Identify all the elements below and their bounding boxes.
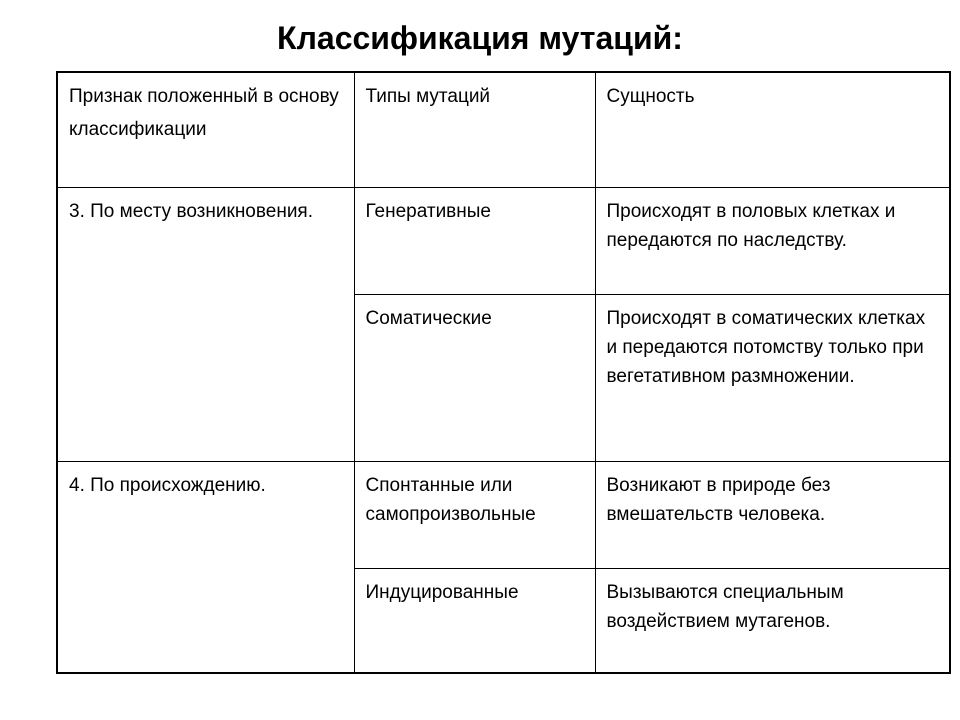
header-essence-cell: Сущность bbox=[595, 72, 950, 188]
essence-cell: Происходят в половых клетках и передаются по наследству. bbox=[595, 188, 950, 295]
criterion-cell: 4. По происхождению. bbox=[57, 462, 354, 674]
table-row bbox=[57, 188, 950, 295]
essence-cell: Происходят в соматических клетках и передаются потомству только при вегетативном размножении. bbox=[595, 295, 950, 462]
mutation-type-cell: Генеративные bbox=[354, 188, 595, 295]
essence-cell: Вызываются специальным воздействием мутагенов. bbox=[595, 569, 950, 674]
table-row bbox=[57, 462, 950, 569]
table-header-row bbox=[57, 72, 950, 188]
mutation-type-cell: Соматические bbox=[354, 295, 595, 462]
mutation-classification-table bbox=[56, 71, 951, 674]
header-criterion-cell bbox=[57, 72, 354, 188]
criterion-cell: 3. По месту возникновения. bbox=[57, 188, 354, 462]
mutation-type-cell: Спонтанные или самопроизвольные bbox=[354, 462, 595, 569]
header-types-cell: Типы мутаций bbox=[354, 72, 595, 188]
essence-cell: Возникают в природе без вмешательств человека. bbox=[595, 462, 950, 569]
page-title: Классификация мутаций: bbox=[277, 20, 683, 56]
header-criterion-label-continued: классификации bbox=[69, 119, 207, 140]
mutation-type-cell: Индуцированные bbox=[354, 569, 595, 674]
header-criterion-label: Признак положенный в основу bbox=[69, 86, 339, 107]
